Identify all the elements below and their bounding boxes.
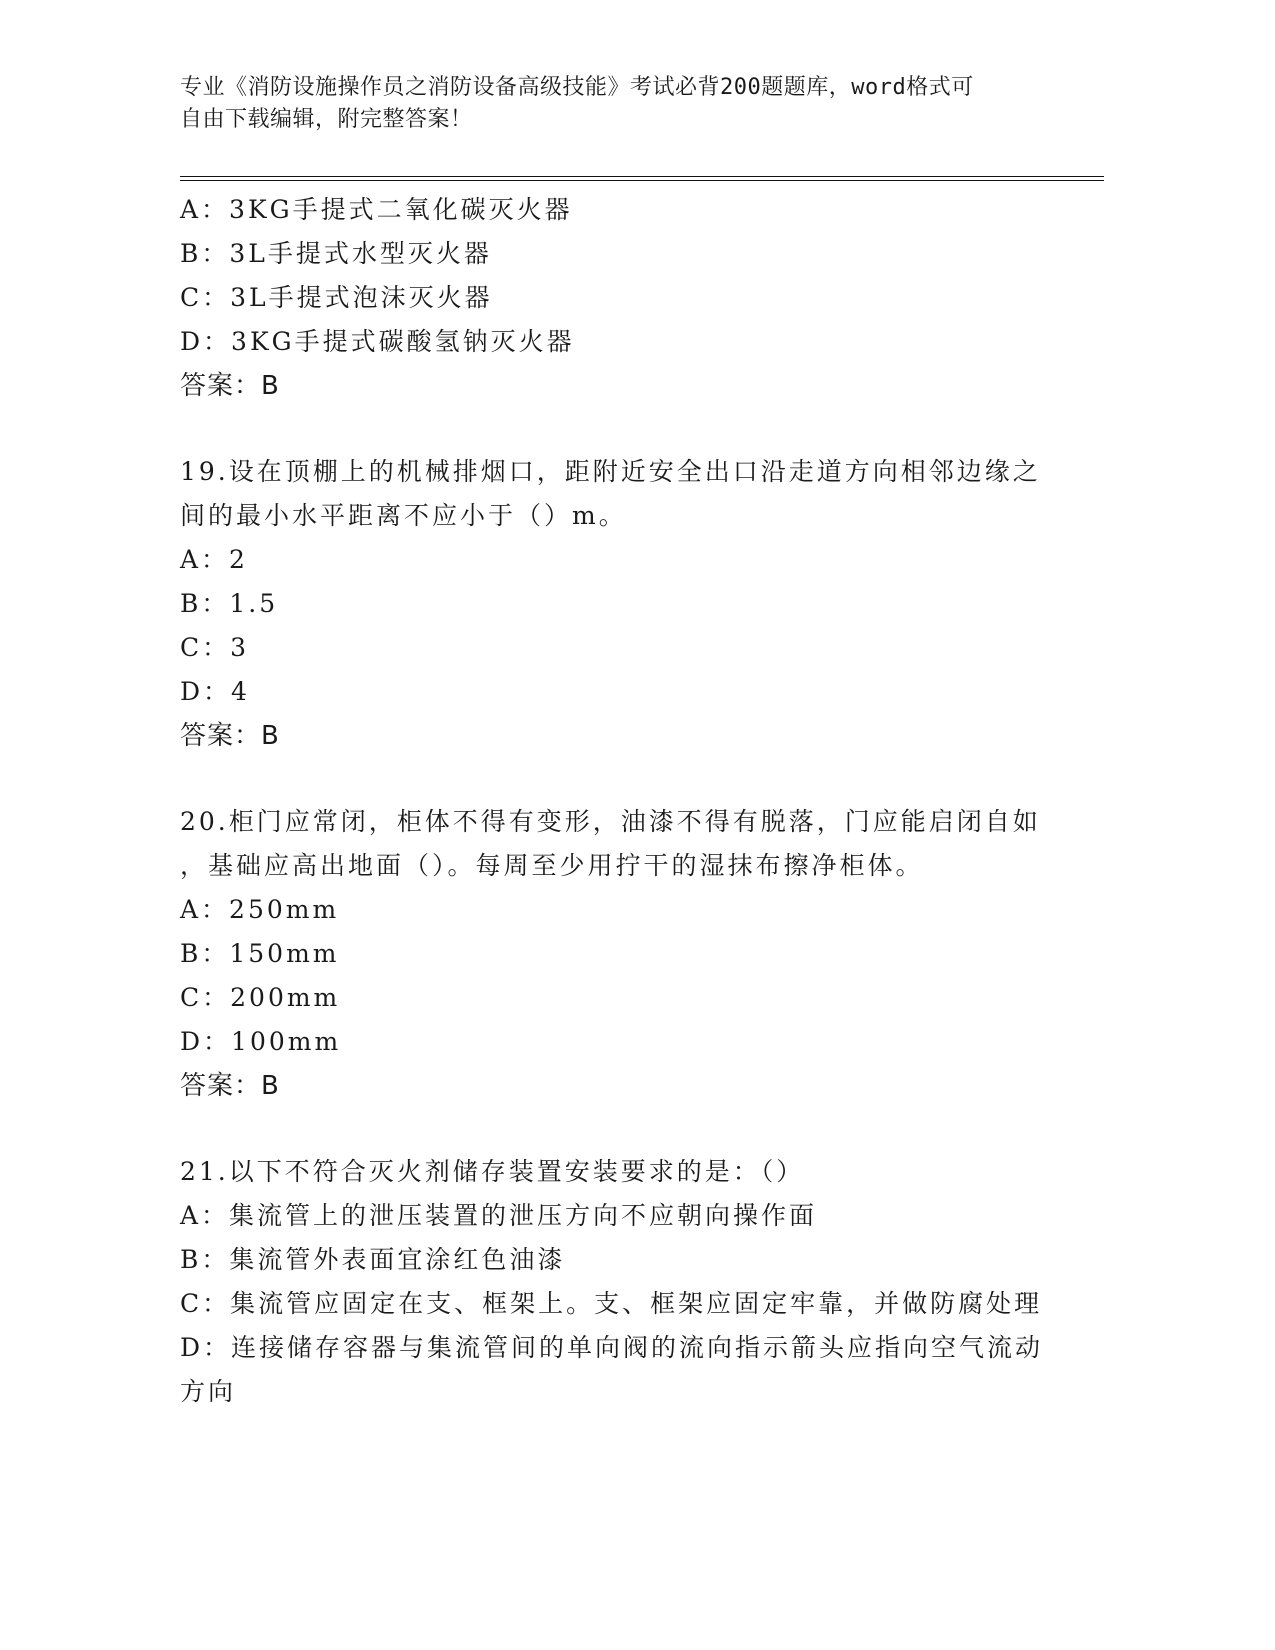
answer-line: 答案：B	[180, 371, 280, 401]
option-c: C：3	[180, 633, 250, 662]
header-divider	[180, 176, 1104, 181]
header-title-line-1: 专业《消防设施操作员之消防设备高级技能》考试必背200题题库，word格式可	[180, 75, 974, 100]
question-block-18	[180, 188, 1080, 408]
question-stem-line-1: 19.设在顶棚上的机械排烟口，距附近安全出口沿走道方向相邻边缘之	[180, 457, 1041, 486]
question-stem-line-2: ，基础应高出地面（）。每周至少用拧干的湿抹布擦净柜体。	[180, 851, 924, 880]
question-block-21	[180, 1150, 1080, 1414]
question-block-20	[180, 800, 1080, 1108]
option-d: D：4	[180, 677, 250, 706]
option-a: A：集流管上的泄压装置的泄压方向不应朝向操作面	[180, 1201, 818, 1230]
question-block-19	[180, 450, 1080, 758]
option-a: A：250mm	[180, 895, 340, 924]
option-c: C：200mm	[180, 983, 341, 1012]
option-d: D：100mm	[180, 1027, 342, 1056]
option-b: B：1.5	[180, 589, 279, 618]
option-b: B：3L手提式水型灭火器	[180, 239, 492, 268]
answer-line: 答案：B	[180, 721, 280, 751]
option-a: A：2	[180, 545, 248, 574]
option-c: C：3L手提式泡沫灭火器	[180, 283, 493, 312]
answer-line: 答案：B	[180, 1071, 280, 1101]
option-d-continuation: 方向	[180, 1377, 237, 1406]
question-list	[180, 188, 1080, 1414]
option-b: B：集流管外表面宜涂红色油漆	[180, 1245, 566, 1274]
option-b: B：150mm	[180, 939, 340, 968]
question-stem-line-1: 20.柜门应常闭，柜体不得有变形，油漆不得有脱落，门应能启闭自如	[180, 807, 1041, 836]
option-d: D：3KG手提式碳酸氢钠灭火器	[180, 327, 575, 356]
option-a: A：3KG手提式二氧化碳灭火器	[180, 195, 573, 224]
option-d: D：连接储存容器与集流管间的单向阀的流向指示箭头应指向空气流动	[180, 1333, 1044, 1362]
header-title-line-2: 自由下载编辑，附完整答案！	[180, 107, 473, 132]
option-c: C：集流管应固定在支、框架上。支、框架应固定牢靠，并做防腐处理	[180, 1289, 1043, 1318]
question-stem-line-1: 21.以下不符合灭火剂储存装置安装要求的是：（）	[180, 1157, 805, 1186]
document-header	[180, 72, 1060, 136]
question-stem-line-2: 间的最小水平距离不应小于（）m。	[180, 501, 627, 530]
